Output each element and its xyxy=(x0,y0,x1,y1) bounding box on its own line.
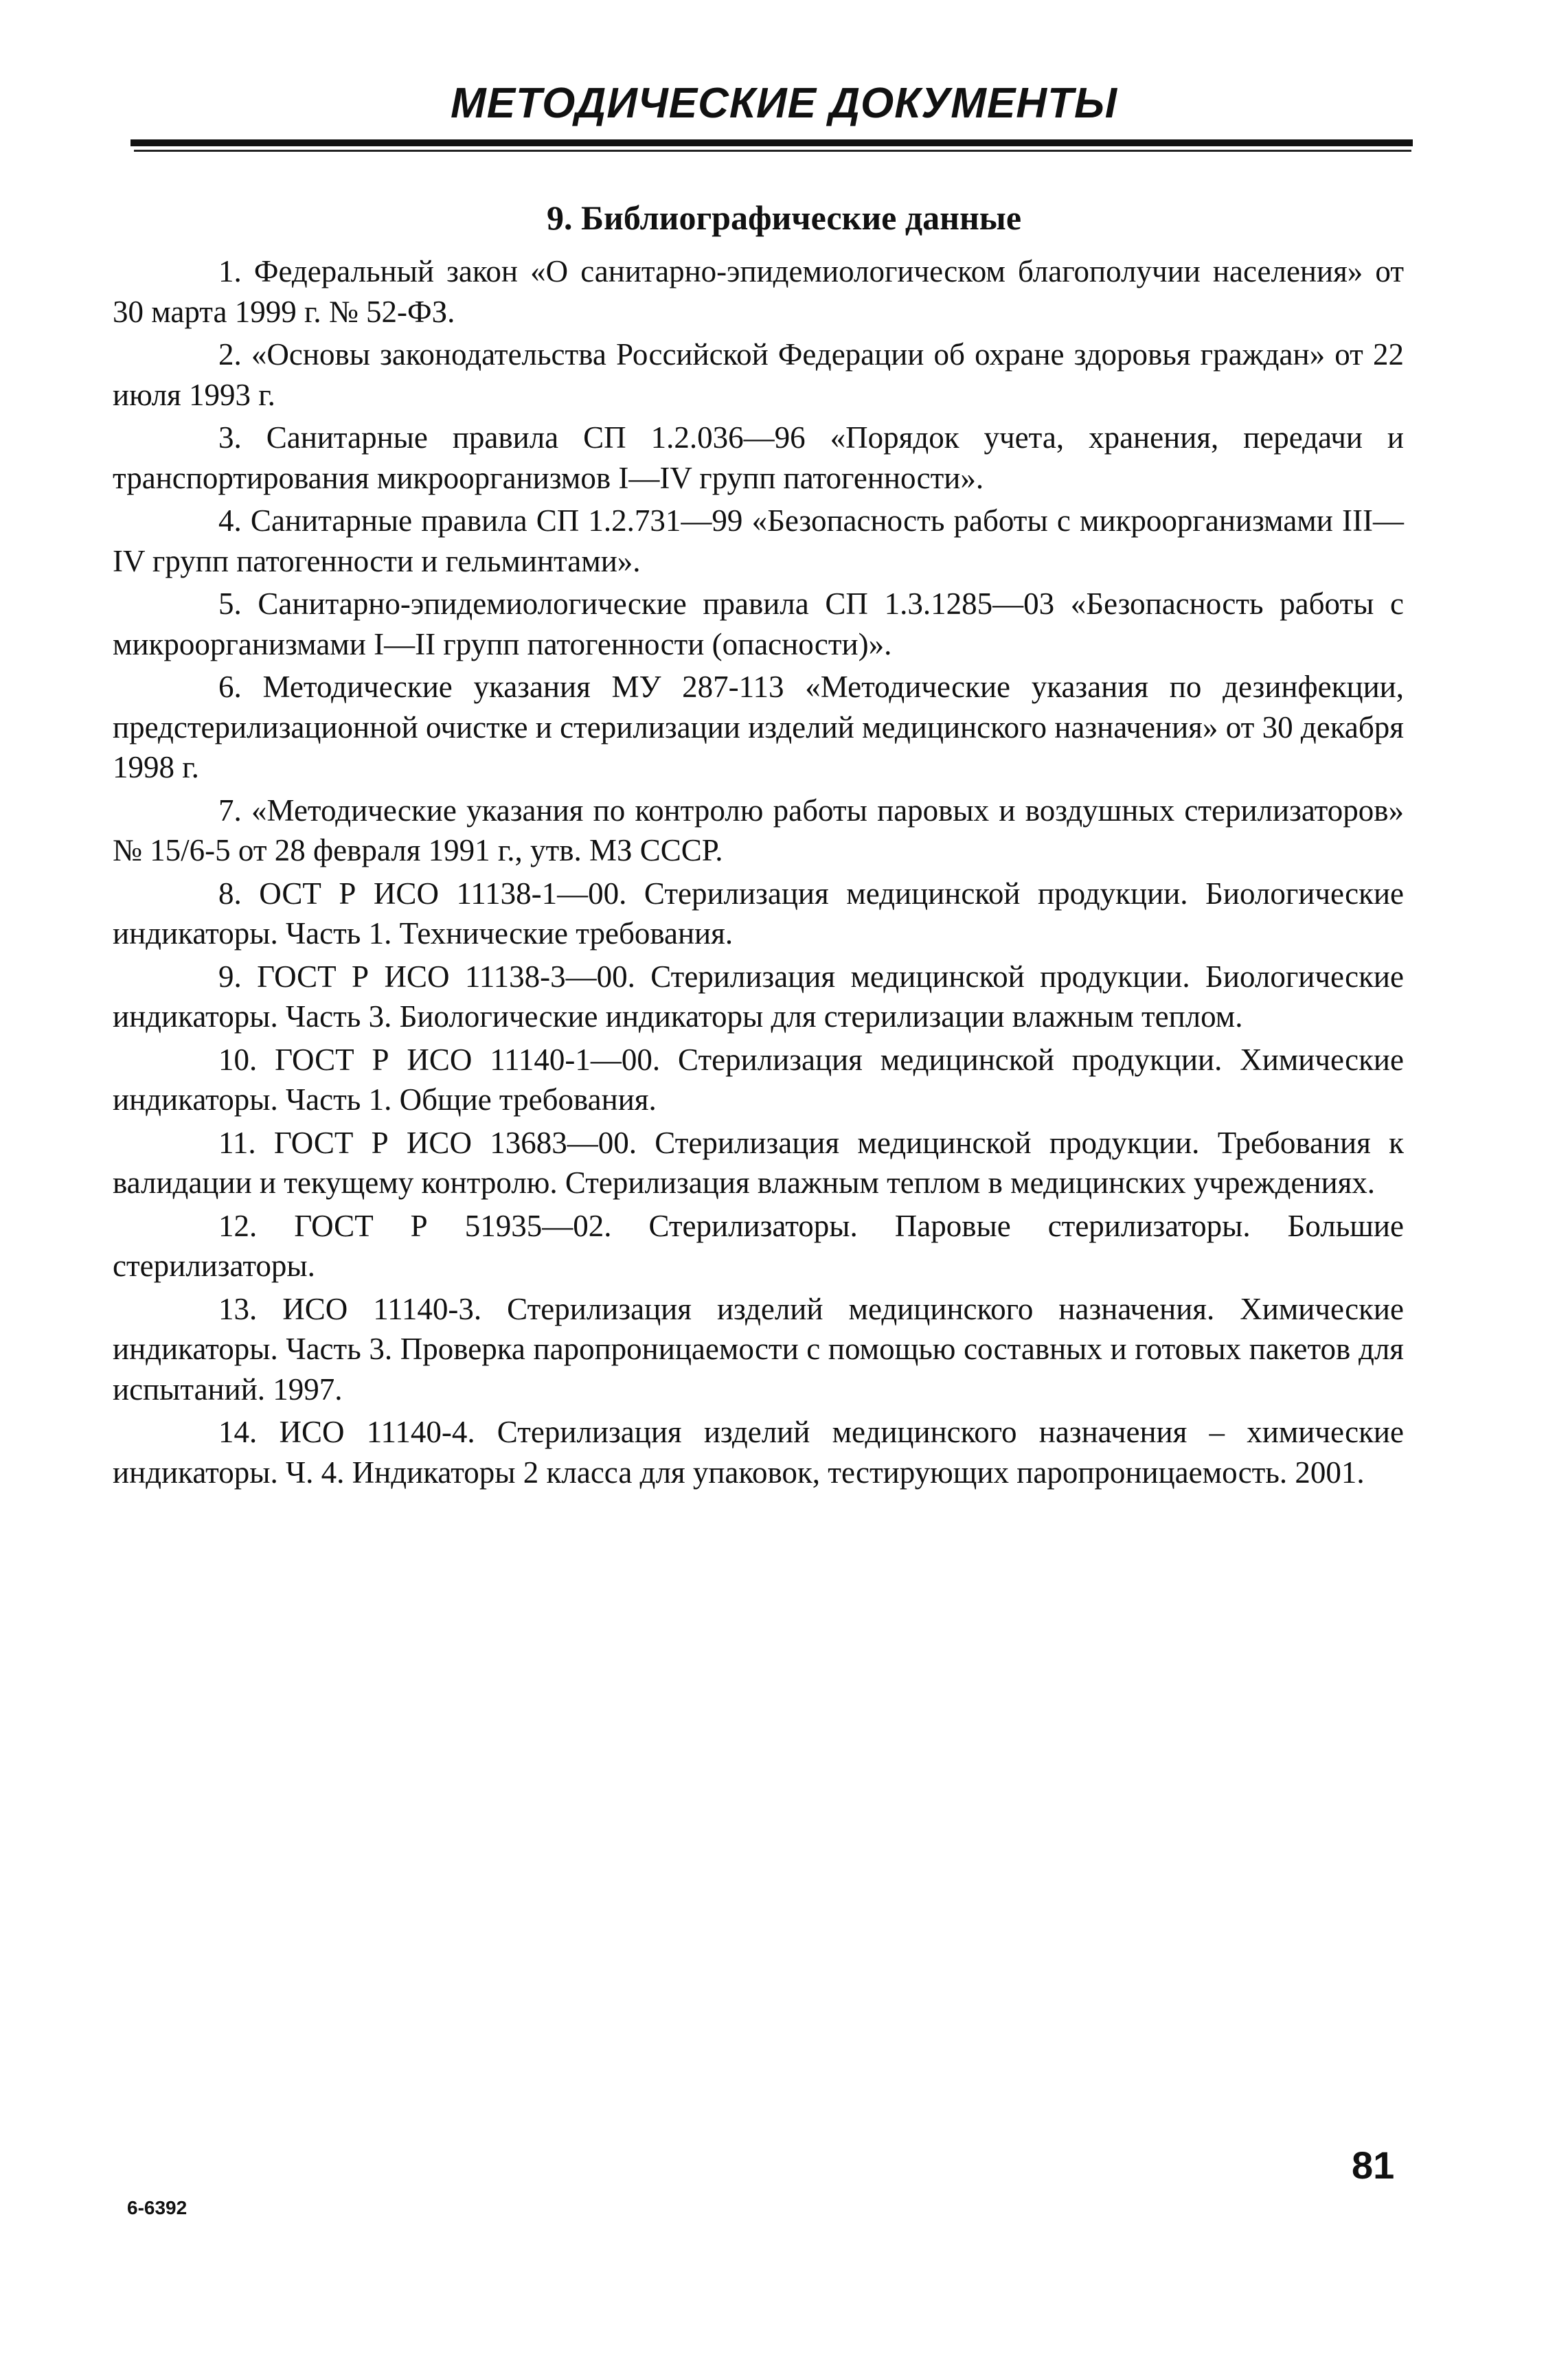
bibliography-item-2: 2. «Основы законодательства Российской Федерации об охране здоровья граждан» от 22 июля 1993 г. xyxy=(113,337,1404,412)
bibliography-item-9: 9. ГОСТ Р ИСО 11138-3—00. Стерилизация медицинской продукции. Биологические индикаторы. Часть 3. Биологические индикаторы для стерилизации влажным теплом. xyxy=(113,959,1404,1034)
bibliography-item-8: 8. ОСТ Р ИСО 11138-1—00. Стерилизация медицинской продукции. Биологические индикаторы. Часть 1. Технические требования. xyxy=(113,876,1404,951)
bibliography-item-4: 4. Санитарные правила СП 1.2.731—99 «Безопасность работы с микроорганизмами III—IV групп патогенности и гельминтами». xyxy=(113,503,1404,578)
print-code: 6-6392 xyxy=(127,2197,188,2218)
bibliography-item-10: 10. ГОСТ Р ИСО 11140-1—00. Стерилизация медицинской продукции. Химические индикаторы. Часть 1. Общие требования. xyxy=(113,1042,1404,1117)
bibliography-item-5: 5. Санитарно-эпидемиологические правила СП 1.3.1285—03 «Безопасность работы с микроорганизмами I—II групп патогенности (опасности)». xyxy=(113,587,1404,661)
bibliography-item-7: 7. «Методические указания по контролю работы паровых и воздушных стерилизаторов» № 15/6-5 от 28 февраля 1991 г., утв. МЗ СССР. xyxy=(113,793,1404,867)
bibliography-item-3: 3. Санитарные правила СП 1.2.036—96 «Порядок учета, хранения, передачи и транспортирования микроорганизмов I—IV групп патогенности». xyxy=(113,420,1404,495)
bibliography-item-12: 12. ГОСТ Р 51935—02. Стерилизаторы. Паровые стерилизаторы. Большие стерилизаторы. xyxy=(113,1208,1404,1283)
bibliography-item-1: 1. Федеральный закон «О санитарно-эпидемиологическом благополучии населения» от 30 марта 1999 г. № 52-ФЗ. xyxy=(113,254,1404,329)
running-header-title: МЕТОДИЧЕСКИЕ ДОКУМЕНТЫ xyxy=(451,80,1117,127)
bibliography-item-14: 14. ИСО 11140-4. Стерилизация изделий медицинского назначения – химические индикаторы. Ч. 4. Индикаторы 2 класса для упаковок, тестирующих паропроницаемость. 2001. xyxy=(113,1415,1404,1490)
page-number: 81 xyxy=(1352,2143,1395,2187)
bibliography-item-11: 11. ГОСТ Р ИСО 13683—00. Стерилизация медицинской продукции. Требования к валидации и текущему контролю. Стерилизация влажным теплом в медицинских учреждениях. xyxy=(113,1125,1404,1200)
header-rule xyxy=(130,139,1413,146)
bibliography-list xyxy=(113,251,1404,1495)
bibliography-item-6: 6. Методические указания МУ 287-113 «Методические указания по дезинфекции, предстерилизационной очистке и стерилизации изделий медицинского назначения» от 30 декабря 1998 г. xyxy=(113,670,1404,784)
bibliography-item-13: 13. ИСО 11140-3. Стерилизация изделий медицинского назначения. Химические индикаторы. Часть 3. Проверка паропроницаемости с помощью составных и готовых пакетов для испытаний. 1997. xyxy=(113,1291,1404,1407)
section-heading: 9. Библиографические данные xyxy=(546,198,1022,237)
header-rule-secondary xyxy=(134,150,1411,152)
